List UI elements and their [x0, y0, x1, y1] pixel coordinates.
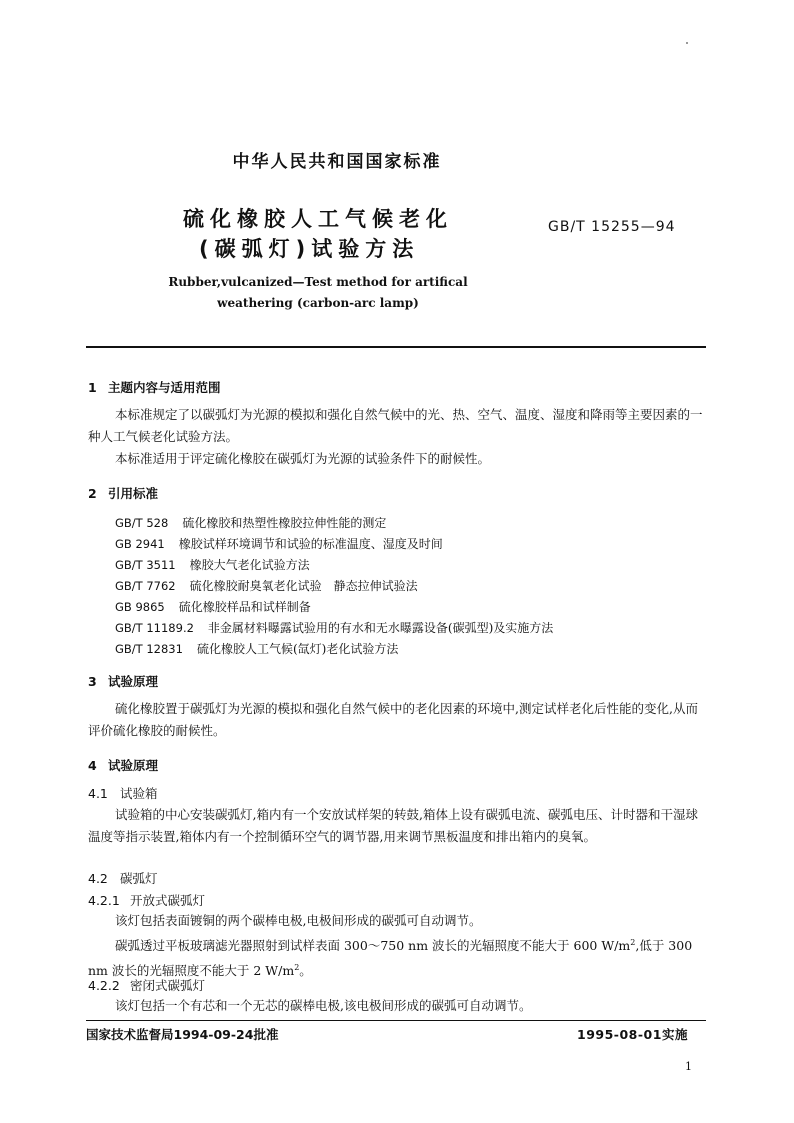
implementation-date: 1995-08-01实施	[577, 1027, 688, 1042]
subsection-4-2-1-paragraph-2	[88, 932, 708, 982]
section-number: 3	[88, 674, 97, 689]
reference-title: 硫化橡胶样品和试样制备	[178, 600, 311, 614]
subsection-title: 开放式碳弧灯	[130, 893, 206, 908]
section-title: 引用标准	[108, 486, 159, 501]
approval-date: 国家技术监督局1994-09-24批准	[86, 1027, 279, 1042]
section-title: 主题内容与适用范围	[108, 380, 221, 395]
section-1-paragraph-2: 本标准适用于评定硫化橡胶在碳弧灯为光源的试验条件下的耐候性。	[115, 451, 491, 466]
title-cn-line1: 硫化橡胶人工气候老化	[183, 207, 453, 231]
subsection-4-2-2-paragraph: 该灯包括一个有芯和一个无芯的碳棒电极,该电极间形成的碳弧可自动调节。	[115, 998, 532, 1013]
reference-code: GB/T 528	[115, 516, 169, 530]
superscript: 2	[294, 963, 300, 973]
section-number: 4	[88, 758, 97, 773]
reference-title: 硫化橡胶耐臭氧老化试验 静态拉伸试验法	[189, 579, 418, 593]
irradiance-text-a: 碳弧透过平板玻璃滤光器照射到试样表面 300～750 nm 波长的光辐照度不能大于 600 W/m	[115, 938, 631, 954]
irradiance-text-c: 。	[299, 963, 312, 979]
section-title: 试验原理	[108, 674, 159, 689]
subsection-4-1-heading	[88, 784, 158, 802]
subsection-title: 密闭式碳弧灯	[130, 978, 206, 993]
reference-code: GB 9865	[115, 600, 165, 614]
reference-item	[115, 598, 311, 615]
subsection-title: 碳弧灯	[120, 871, 158, 886]
subsection-number: 4.2.1	[88, 893, 120, 908]
subsection-4-2-2-heading	[88, 976, 205, 994]
subsection-number: 4.2	[88, 871, 108, 886]
subsection-4-2-1-paragraph-1: 该灯包括表面镀铜的两个碳棒电极,电极间形成的碳弧可自动调节。	[115, 913, 482, 928]
reference-code: GB/T 3511	[115, 558, 176, 572]
reference-code: GB 2941	[115, 537, 165, 551]
reference-item	[115, 535, 443, 552]
reference-title: 非金属材料曝露试验用的有水和无水曝露设备(碳弧型)及实施方法	[207, 621, 554, 635]
section-2-heading	[88, 484, 158, 502]
section-4-heading	[88, 756, 158, 774]
subsection-4-2-1-heading	[88, 891, 205, 909]
subsection-number: 4.1	[88, 786, 108, 801]
title-en-line1: Rubber,vulcanized—Test method for artifical	[168, 275, 468, 289]
section-title: 试验原理	[108, 758, 159, 773]
footer-divider	[86, 1020, 706, 1021]
reference-item	[115, 640, 398, 657]
section-1-heading	[88, 378, 221, 396]
reference-code: GB/T 12831	[115, 642, 183, 656]
reference-code: GB/T 7762	[115, 579, 176, 593]
section-1-paragraph-1: 本标准规定了以碳弧灯为光源的模拟和强化自然气候中的光、热、空气、温度、湿度和降雨等主要因素的一种人工气候老化试验方法。	[88, 407, 703, 444]
subsection-4-2-heading	[88, 869, 158, 887]
national-standard-label: 中华人民共和国国家标准	[232, 152, 442, 172]
subsection-title: 试验箱	[120, 786, 158, 801]
reference-title: 橡胶试样环境调节和试验的标准温度、湿度及时间	[178, 537, 443, 551]
reference-title: 硫化橡胶人工气候(氙灯)老化试验方法	[196, 642, 399, 656]
reference-item	[115, 577, 418, 594]
page-number: 1	[685, 1060, 692, 1073]
reference-title: 硫化橡胶和热塑性橡胶拉伸性能的测定	[182, 516, 387, 530]
section-number: 2	[88, 486, 97, 501]
header-divider	[86, 346, 706, 348]
reference-title: 橡胶大气老化试验方法	[189, 558, 310, 572]
section-3-paragraph-1: 硫化橡胶置于碳弧灯为光源的模拟和强化自然气候中的老化因素的环境中,测定试样老化后性能的变化,从而评价硫化橡胶的耐候性。	[88, 701, 698, 738]
subsection-4-1-paragraph: 试验箱的中心安装碳弧灯,箱内有一个安放试样架的转鼓,箱体上设有碳弧电流、碳弧电压、计时器和干湿球温度等指示装置,箱体内有一个控制循环空气的调节器,用来调节黑板温度和排出箱内的臭氧。	[88, 807, 698, 844]
subsection-number: 4.2.2	[88, 978, 120, 993]
reference-item	[115, 514, 386, 531]
title-cn-line2: (碳弧灯)试验方法	[199, 237, 420, 261]
reference-item	[115, 619, 553, 636]
standard-number: GB/T 15255—94	[548, 219, 676, 235]
reference-code: GB/T 11189.2	[115, 621, 194, 635]
superscript: 2	[630, 938, 636, 947]
section-number: 1	[88, 380, 97, 395]
title-en-line2: weathering (carbon-arc lamp)	[217, 296, 419, 310]
scan-speck	[686, 42, 688, 44]
reference-item	[115, 556, 310, 573]
section-3-heading	[88, 672, 158, 690]
irradiance-text-b: ,低于 300 nm 波长的光辐照度不能大于 2 W/m	[88, 938, 693, 979]
